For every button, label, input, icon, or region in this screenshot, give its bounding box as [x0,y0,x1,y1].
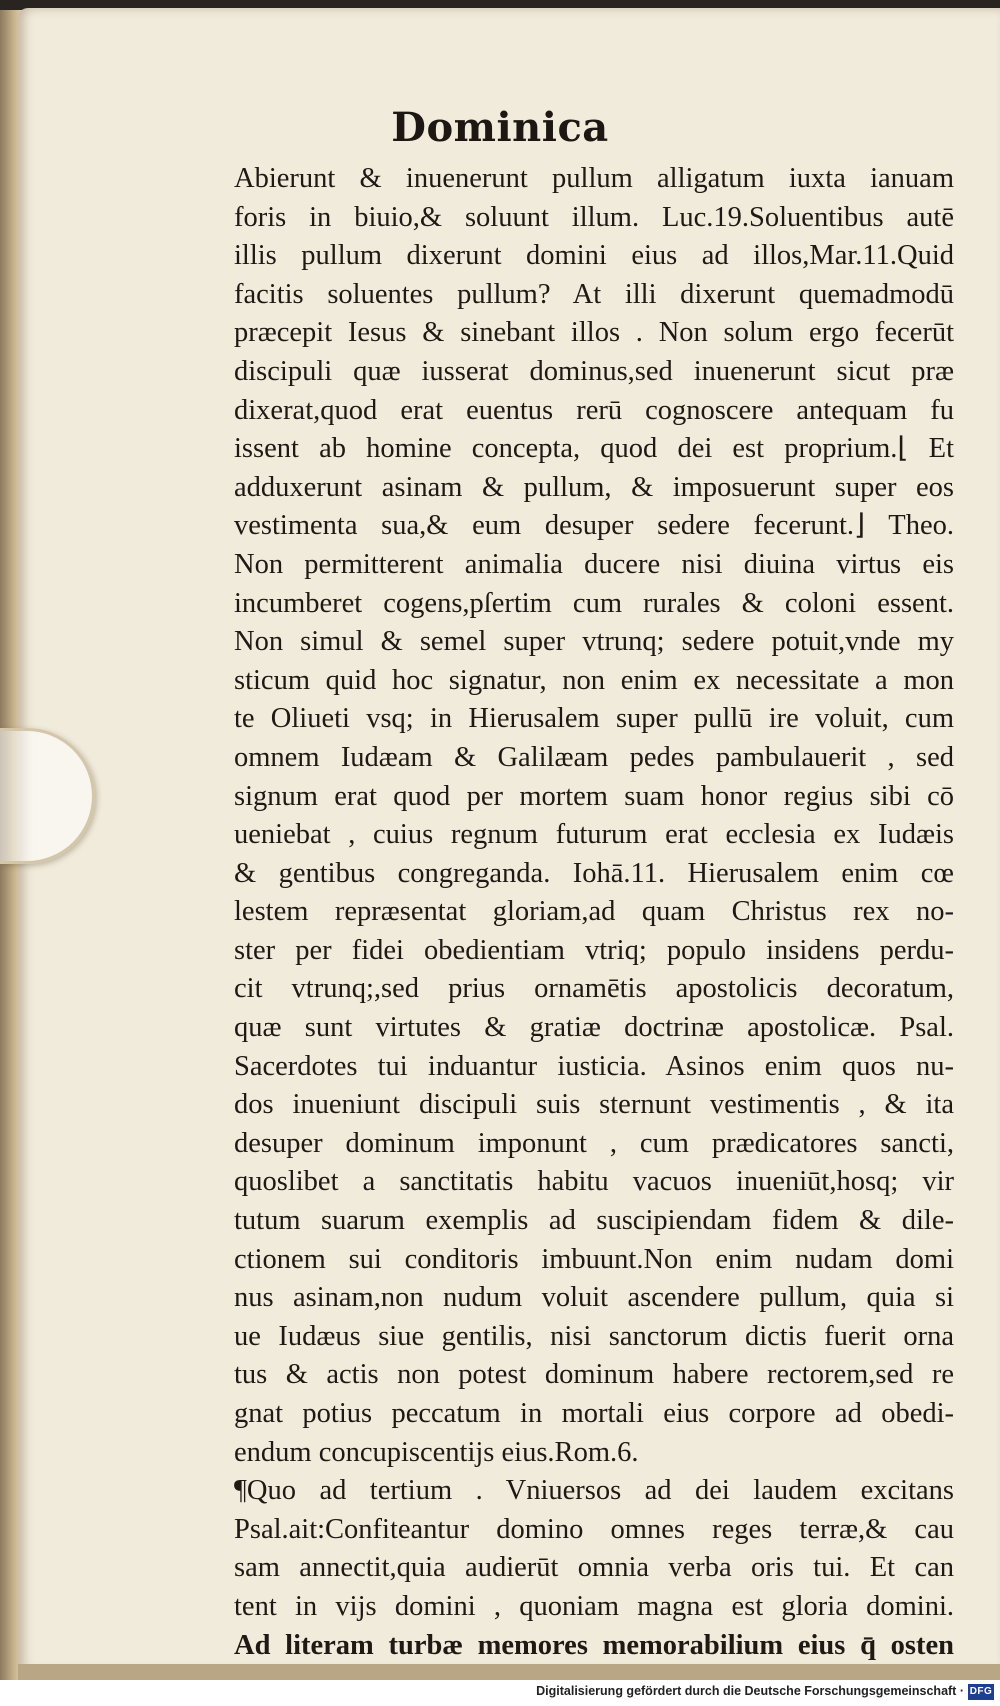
text-line: Ad literam turbæ memores memorabilium eius q̄ osten [234,1629,954,1661]
page-bottom-edge [18,1664,1000,1680]
text-line: ueniebat , cuius regnum futurum erat ecclesia ex Iudæis [234,819,954,851]
text-line: ¶Quo ad tertium . Vniuersos ad dei laudem excitans [234,1475,954,1507]
text-line: facitis soluentes pullum? At illi dixerunt quemadmodū [234,278,954,310]
text-line: ster per fidei obedientiam vtriq; populo insidens perdu- [234,934,954,966]
funding-credit: Digitalisierung gefördert durch die Deutsche Forschungsgemeinschaft · [536,1684,964,1698]
text-line: tent in vijs domini , quoniam magna est gloria domini. [234,1590,954,1622]
dfg-logo: DFG [968,1684,994,1700]
text-line: issent ab homine concepta, quod dei est proprium.⌊ Et [234,433,954,465]
text-line: Non simul & semel super vtrunq; sedere potuit,vnde my [234,626,954,658]
text-line: cit vtrunq;,sed prius ornamētis apostolicis decoratum, [234,973,954,1005]
text-line: tutum suarum exemplis ad suscipiendam fidem & dile- [234,1205,954,1237]
text-line: incumberet cogens,pſertim cum rurales & coloni essent. [234,587,954,619]
text-line: quæ sunt virtutes & gratiæ doctrinæ apostolicæ. Psal. [234,1012,954,1044]
text-line: discipuli quæ iusserat dominus,sed inuenerunt sicut præ [234,355,954,387]
text-line: Non permitterent animalia ducere nisi diuina virtus eis [234,548,954,580]
text-line: foris in biuio,& soluunt illum. Luc.19.Soluentibus autē [234,201,954,233]
text-line: sam annectit,quia audierūt omnia verba oris tui. Et can [234,1552,954,1584]
text-line: & gentibus congreganda. Iohā.11. Hierusalem enim cœ [234,857,954,889]
text-line: ue Iudæus siue gentilis, nisi sanctorum dictis fuerit orna [234,1320,954,1352]
body-text [234,160,954,1665]
text-line: Abierunt & inuenerunt pullum alligatum iuxta ianuam [234,163,954,194]
page-heading: Dominica [391,104,609,151]
text-line: vestimenta sua,& eum desuper sedere fecerunt.⌋ Theo. [234,510,954,542]
text-line: te Oliueti vsq; in Hierusalem super pullū ire voluit, cum [234,703,954,735]
text-line: nus asinam,non nudum voluit ascendere pullum, quia si [234,1282,954,1314]
text-line: sticum quid hoc signatur, non enim ex necessitate a mon [234,664,954,696]
text-line: ctionem sui conditoris imbuunt.Non enim nudam domi [234,1243,954,1275]
text-line: quoslibet a sanctitatis habitu vacuos inueniūt,hosq; vir [234,1166,954,1198]
text-line: Sacerdotes tui induantur iusticia. Asinos enim quos nu- [234,1050,954,1082]
text-line: dixerat,quod erat euentus rerū cognoscere antequam fu [234,394,954,426]
text-line: desuper dominum imponunt , cum prædicatores sancti, [234,1127,954,1159]
text-line: gnat potius peccatum in mortali eius corpore ad obedi- [234,1398,954,1429]
text-line: endum concupiscentijs eius.Rom.6. [234,1436,639,1468]
text-line: lestem repræsentat gloriam,ad quam Christus rex no- [234,896,954,928]
text-line: omnem Iudæam & Galilæam pedes pambulauerit , sed [234,741,954,773]
text-line: præcepit Iesus & sinebant illos . Non solum ergo fecerūt [234,317,954,349]
text-line: Psal.ait:Confiteantur domino omnes reges terræ,& cau [234,1513,954,1545]
text-line: illis pullum dixerunt domini eius ad illos,Mar.11.Quid [234,240,954,272]
text-line: signum erat quod per mortem suam honor regius sibi cō [234,780,954,812]
text-line: dos inueniunt discipuli suis sternunt vestimentis , & ita [234,1089,954,1121]
text-line: tus & actis non potest dominum habere rectorem,sed re [234,1359,954,1391]
text-line: adduxerunt asinam & pullum, & imposuerunt super eos [234,471,954,503]
